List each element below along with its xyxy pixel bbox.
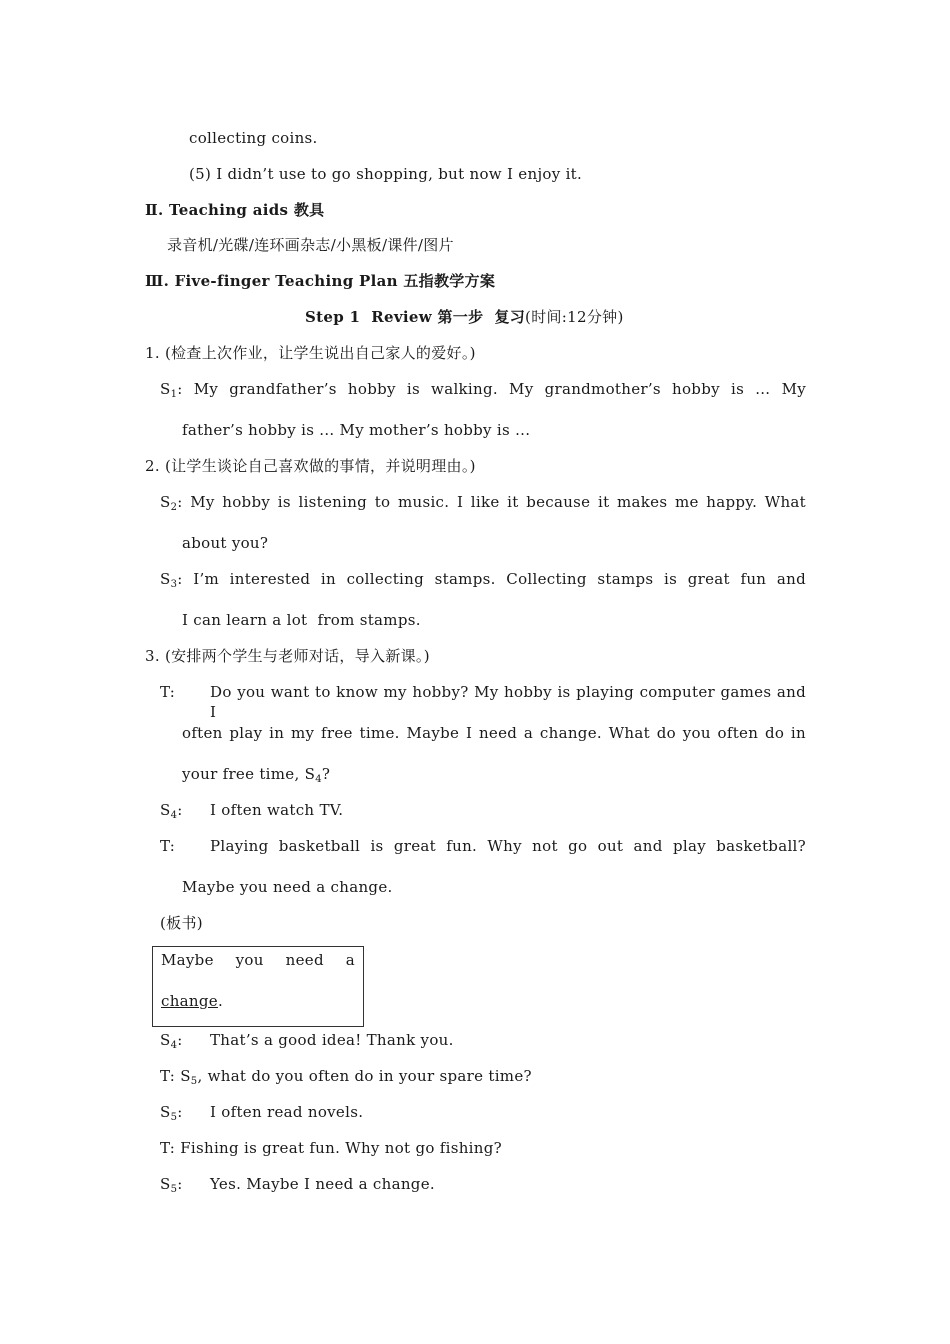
section-heading-teaching-aids: Ⅱ. Teaching aids 教具 (145, 201, 325, 219)
step-heading (305, 307, 624, 327)
dialogue-s4-line: I often watch TV. (210, 801, 344, 819)
numbered-item-2: 2. (让学生谈论自己喜欢做的事情，并说明理由。) (145, 457, 476, 475)
dialogue-s3-line1: $S_3$ : I’m interested in collecting stamps. Collecting stamps is great fun and (160, 570, 806, 590)
step-title: Step 1 Review 第一步 复习 (305, 308, 526, 326)
speaker-s5: $S_5$: (160, 1103, 183, 1123)
dialogue-t2-line1: Playing basketball is great fun. Why not go out and play basketball? (210, 837, 806, 855)
speaker-s5: $S_5$: (160, 1175, 183, 1195)
dialogue-t1-line2: often play in my free time. Maybe I need a change. What do you often do in (182, 724, 806, 742)
section-heading-teaching-plan: Ⅲ. Five-finger Teaching Plan 五指教学方案 (145, 272, 496, 290)
dialogue-s4-line: That’s a good idea! Thank you. (210, 1031, 454, 1049)
speaker-t: T: (160, 683, 176, 701)
speaker-s1: $S_1$ (160, 380, 178, 400)
board-label: (板书) (160, 914, 203, 932)
speaker-t: T: (160, 837, 176, 855)
dialogue-t1-line1: Do you want to know my hobby? My hobby is playing computer games and I (210, 683, 806, 721)
dialogue-t3-line: T: $S_5$, what do you often do in your spare time? (160, 1067, 532, 1087)
speaker-s4: $S_4$: (160, 1031, 183, 1051)
teaching-aids-list: 录音机/光碟/连环画杂志/小黑板/课件/图片 (167, 236, 454, 254)
dialogue-t4-line: T: Fishing is great fun. Why not go fishing? (160, 1139, 502, 1157)
speaker-s3: $S_3$ (160, 570, 178, 590)
text-line: (5) I didn’t use to go shopping, but now I enjoy it. (189, 165, 583, 183)
dialogue-s5-line: I often read novels. (210, 1103, 364, 1121)
numbered-item-1: 1. (检查上次作业，让学生说出自己家人的爱好。) (145, 344, 476, 362)
board-text-line1: Maybe you need a (161, 951, 355, 969)
dialogue-s1-line1: $S_1$ : My grandfather’s hobby is walking. My grandmother’s hobby is … My (160, 380, 806, 400)
step-time: (时间:12分钟) (525, 308, 624, 326)
speaker-s2: $S_2$ (160, 493, 178, 513)
text-line: collecting coins. (189, 129, 318, 147)
dialogue-s1-line2: father’s hobby is ... My mother’s hobby is ... (182, 421, 531, 439)
dialogue-t1-line3: your free time, $S_4$? (182, 765, 331, 785)
dialogue-s2-line1: $S_2$ : My hobby is listening to music. I like it because it makes me happy. What (160, 493, 806, 513)
dialogue-t2-line2: Maybe you need a change. (182, 878, 393, 896)
dialogue-s5-line: Yes. Maybe I need a change. (210, 1175, 435, 1193)
dialogue-s3-line2: I can learn a lot from stamps. (182, 611, 421, 629)
dialogue-s2-line2: about you? (182, 534, 269, 552)
numbered-item-3: 3. (安排两个学生与老师对话，导入新课。) (145, 647, 430, 665)
speaker-s4: $S_4$: (160, 801, 183, 821)
board-text-line2: change. (161, 992, 224, 1010)
